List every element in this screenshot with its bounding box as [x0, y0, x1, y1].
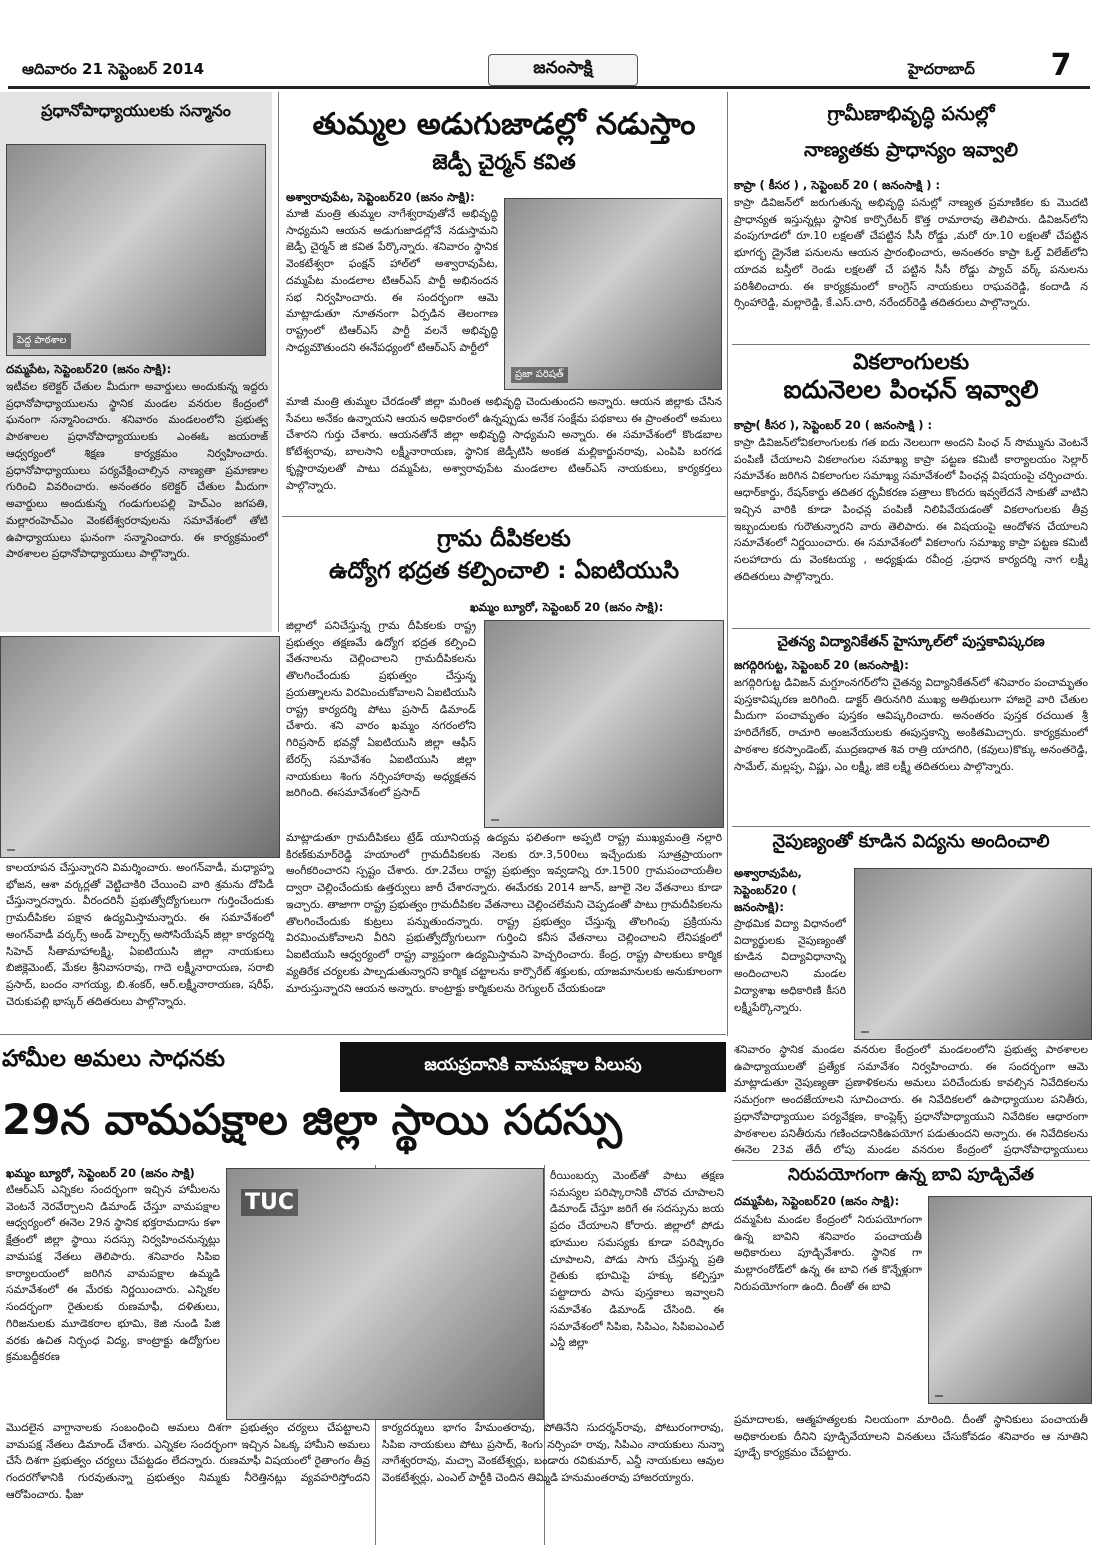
- article-kicker-left-parties: హామీల అమలు సాధనకు: [2, 1046, 226, 1072]
- article-headline: ప్రధానోపాధ్యాయులకు సన్మానం: [41, 101, 231, 120]
- page-number: 7: [1050, 48, 1072, 83]
- column-divider: [278, 92, 279, 632]
- section-divider: [732, 826, 1090, 827]
- article-body: కాలయాపన చేస్తున్నారని విమర్శించారు. అంగన్‌వాడీ, మధ్యాహ్న భోజన, ఆశా వర్కర్లతో వెట్టిచాకిరి చేయించి వారి శ్రమను దోపిడీ చేస్తున్నారన్నారు. వీరందరినీ ప్రభుత్వోద్యోగులుగా గుర్తించేందుకు గ్రామదీపికల పక్షాన ఉద్యమిస్తామన్నారు. ఈ సమావేశంలో అంగన్‌వాడీ వర్కర్స్ అండ్ హెల్పర్స్ అసోసియేషన్ జిల్లా కార్యదర్శి సిహెచ్ సీతామాహాలక్ష్మి, ఏఐటియుసి జిల్లా నాయకులు బిజిక్లెమెంట్, మేకల శ్రీనివాసరావు, గాదె లక్ష్మీనారాయణ, సరాబి ప్రసాద్, బందం నాగయ్య, బి.శంకర్, ఆర్.లక్ష్మీనారాయణ, షరీఫ్, చెరుకుపల్లి భాస్కర్ తదితరులు పాల్గొన్నారు.: [6, 861, 274, 1008]
- masthead: [0, 0, 1100, 88]
- article-headline-grama-deepika: గ్రామ దీపికలకు: [437, 526, 571, 552]
- aituc-meeting-photo: [0, 636, 280, 858]
- article-dateline: ఖమ్మం బ్యూరో, సెప్టెంబర్ 20 (జనం సాక్షి):: [470, 600, 664, 614]
- well-filling-photo: [928, 1196, 1092, 1404]
- article-body: కాప్రా డివిజన్‌లోవికలాంగులకు గత ఐదు నెలలుగా అందని పింఛ న్ సొమ్మును వెంటనే పంపిణీ చేయాలని వికలాంగుల సమాఖ్య కాప్రా పట్టణ కమిటీ కార్యాలయం సెల్లార్ సమావేశం జరిగిన వికలాంగుల సమాఖ్య సమావేశంలో పింఛన్ల విషయంపై చర్చించారు. ఆధార్‌కార్డు, రేషన్‌కార్డు తదితర ధృవీకరణ పత్రాలు కొందరు ఇవ్వలేదనే సాకుతో వాటిని ఇచ్చిన వారికి కూడా పింఛన్ల పంపిణీ నిలిపివేయడంతో వికలాంగులకు తీవ్ర ఇబ్బందులకు గురౌతున్నారని వారు తెలిపారు. ఈ విషయంపై ఆందోళన చేయాలని సమావేశంలో నిర్ణయించారు. ఈ సమావేశంలో వికలాంగు సమాఖ్య కాప్రా పట్టణ కమిటీ సలహాదారు దు వెంకటయ్య , అధ్యక్షుడు రవీంద్ర ,ప్రధాన కార్యదర్శి నాగ లక్ష్మీ తదితరులు పాల్గొన్నారు.: [734, 436, 1088, 583]
- article-dateline: దమ్మపేట, సెప్టెంబర్20 (జనం సాక్షి):: [734, 1194, 900, 1208]
- newspaper-logo: జనంసాక్షి: [488, 54, 638, 86]
- article-body: కార్యదర్శులు భాగం హేమంతరావు, పోతినేని సుదర్శన్‌రావు, పోటురంగారావు, సిపిఐ నాయకులు పోటు ప్రసాద్, శింగు నర్సింహ రావు, సిపిఎం నాయకులు నున్నా నాగేశ్వరరావు, మచ్చా వెంకటేశ్వర్లు, బండారు రవికుమార్, ఎన్డీ నాయకులు ఆవుల వెంకటేశ్వర్లు, ఎంఎల్ పార్టీకి చెందిన తిమ్మిడి హనుమంతరావు హాజరయ్యారు.: [382, 1421, 724, 1485]
- article-body: ఇటీవల కలెక్టర్ చేతుల మీదుగా అవార్డులు అందుకున్న ఇద్దరు ప్రధానోపాధ్యాయులను స్థానిక మండల వనరుల కేంద్రంలో ఘనంగా సన్మానించారు. శనివారం మండలంలోని ప్రభుత్వ పాఠశాలల ప్రధానోపాధ్యాయులకు ఎంఈఓ జయరాజ్ ఆధ్వర్యంలో శిక్షణ కార్యక్రమం నిర్వహించారు. ప్రధానోపాధ్యాయులు పర్యవేక్షించాల్సిన నాణ్యతా ప్రమాణాల గురించి వివరించారు. అనంతరం కలెక్టర్ చేతుల మీదుగా అవార్డులు అందుకున్న గండుగులపల్లి హెచ్ఎం జగపతి, మల్లారంహెచ్ఎం వెంకటేశ్వరరావులను సమావేశంలో తోటి ఉపాధ్యాయులు ఘనంగా సన్మానించారు. ఈ కార్యక్రమంలో పాఠశాలల ప్రధానోపాధ్యాయులు పాల్గొన్నారు.: [6, 380, 268, 561]
- article-dateline: కాప్రా( కీసర ), సెప్టెంబర్ 20 ( జనంసాక్షి ) :: [734, 418, 933, 432]
- article-body: ప్రమాదాలకు, ఆత్మహత్యలకు నిలయంగా మారింది. దీంతో స్థానికులు పంచాయతీ అధికారులకు దీనిని పూడ్చివేయాలని వినతులు చేసుకోవడం శనివారం ఆ నూతిని పూడ్చే కార్యక్రమం చేపట్టారు.: [734, 1413, 1088, 1460]
- meeting-photo: [504, 198, 722, 390]
- article-body: శనివారం స్థానిక మండల వనరుల కేంద్రంలో మండలంలోని ప్రభుత్వ పాఠశాలల ఉపాధ్యాయులతో ప్రత్యేక సమావేశం నిర్వహించారు. ఈ సందర్భంగా ఆమె మాట్లాడుతూ నైపుణ్యతా ప్రణాళికలను అమలు పరిచేందుకు కావల్సిన నివేదికలను సమగ్రంగా అందజేయాలని సూచించారు. ఈ నివేదికలలో ఉపాధ్యాయుల పనితీరు, ప్రధానోపాధ్యాయుల పర్యవేక్షణ, కాంప్లెక్స్ ప్రధానోపాధ్యాయుని నివేదికల ఆధారంగా పాఠశాలల పనితీరును గణించడానికిఉపయోగ పడుతుందని అన్నారు. ఈ నివేదికలను ఈనెల 23వ తేదీ లోపు మండల వనరుల కేంద్రంలో ప్రధానోపాధ్యాయులు: [734, 1043, 1088, 1157]
- section-divider: [732, 628, 1090, 629]
- edition-city: హైదరాబాద్: [908, 60, 975, 78]
- article-headline-pension-2: ఐదునెలల పింఛన్ ఇవ్వాలి: [783, 375, 1039, 404]
- photo-banner-text: [7, 849, 15, 851]
- article-headline-rural: గ్రామీణాభివృద్ధి పనుల్లో: [827, 103, 995, 125]
- article-dateline: అశ్వారావుపేట, సెప్టెంబర్20 ( జనంసాక్షి):: [734, 866, 802, 914]
- article-body: మాట్లాడుతూ గ్రామదీపికలు ట్రేడ్ యూనియన్ల ఉద్యమ ఫలితంగా అప్పటి రాష్ట్ర ముఖ్యమంత్రి నల్లారి కిరణ్‌కుమార్‌రెడ్డి హయాంలో గ్రామదీపికలకు నెలకు రూ.3,500లు ఇచ్చేందుకు సూత్రప్రాయంగా అంగీకరించారని స్పష్టం చేశారు. రూ.2వేలు రాష్ట్ర ప్రభుత్వం ఇవ్వడాన్ని రూ.1500 గ్రామపంచాయతీల ద్వారా చెల్లించేందుకు ఉత్తర్వులు జారీ చేశారన్నారు. ఈమేరకు 2014 జూన్, జూలై నెల వేతనాలు కూడా ఇచ్చారు. తాజాగా రాష్ట్ర ప్రభుత్వం గ్రామదీపికల వేతనాలు చెల్లించలేమని చెప్పడంతో పాటు గ్రామదీపికలను తొలగించేందుకు కుట్రలు పన్నుతుందన్నారు. రాష్ట్ర ప్రభుత్వం చేస్తున్న తొలగింపు ప్రక్రియను విరమించుకోవాలని వీరిని ప్రభుత్వోద్యోగులుగా గుర్తించి కనీస వేతనాలు చెల్లించాలని లేనిపక్షంలో ఏఐటియుసి ఆధ్వర్యంలో రాష్ట్ర వ్యాప్తంగా ఉద్యమిస్తామని హెచ్చరించారు. కేంద్ర, రాష్ట్ర పాలకులు కార్మిక వ్యతిరేక చర్యలకు పాల్పడుతున్నారని కార్మిక చట్టాలను కార్పొరేట్ శక్తులకు, యాజమానులకు అనుకూలంగా మారుస్తున్నారని ఆయన అన్నారు. కాంట్రాక్టు కార్మికులను రెగ్యులర్ చేయకుండా: [286, 831, 722, 995]
- article-body: దమ్మపేట మండల కేంద్రంలో నిరుపయోగంగా ఉన్న బావిని శనివారం పంచాయతీ అధికారులు పూడ్చివేశారు. స్థానిక గా మల్లారంరోడ్‌లో ఉన్న ఈ బావి గత కొన్నేళ్లుగా నిరుపయోగంగా ఉంది. దీంతో ఈ బావి: [734, 1213, 922, 1293]
- article-dateline: దమ్మపేట, సెప్టెంబర్20 (జనం సాక్షి):: [6, 362, 172, 376]
- article-headline-tummala: తుమ్మల అడుగుజాడల్లో నడుస్తాం: [312, 107, 696, 142]
- felicitation-photo: [6, 144, 266, 356]
- article-body: మాజీ మంత్రి తుమ్మల చేరడంతో జిల్లా మరింత అభివృద్ధి చెందుతుందని అన్నారు. ఆయన జిల్లాకు చేసిన సేవలు అనేకం ఉన్నాయని ఆయన అధికారంలో ఉన్నప్పుడు అనేక సంక్షేమ పథకాలు ఈ ప్రాంతంలో అమలు చేశారని గుర్తు చేశారు. ఆయనతోనే జిల్లా అభివృద్ధి సాధ్యమని అన్నారు. ఈ సమావేశంలో కొండబాల కోటేశ్వరావు, బాలసాని లక్ష్మీనారాయణ, స్థానిక జెడ్పీటిసి అంకత మల్లికార్జునరావు, ఎంపిపి బరగడ కృష్ణారావులతో పాటు దమ్మపేట, అశ్వారావుపేట మండలాల టిఆర్ఎస్ నాయకులు, కార్యకర్తలు పాల్గొన్నారు.: [286, 395, 722, 492]
- article-headline-grama-deepika-2: ఉద్యోగ భద్రత కల్పించాలి : ఏఐటియుసి: [329, 558, 679, 584]
- photo-banner-text: ప్రజా పరిషత్: [511, 367, 568, 383]
- section-divider: [732, 344, 1090, 345]
- photo-banner-text: పెద్ద పాఠశాల: [13, 333, 71, 349]
- article-body: రీయింబర్సు మెంట్‌తో పాటు తక్షణ సమస్యల పరిష్కారానికి చొరవ చూపాలని డిమాండ్ చేస్తూ జరిగే ఈ సదస్సును జయ ప్రదం చేయాలని కోరారు. జిల్లాలో పోడు భూముల సమస్యకు కూడా పరిష్కారం చూపాలని, పోడు సాగు చేస్తున్న ప్రతి రైతుకు భూమిపై హక్కు కల్పిస్తూ పట్టాదారు పాసు పుస్తకాలు ఇవ్వాలని సమావేశం డిమాండ్ చేసింది. ఈ సమావేశంలో సిపిఐ, సిపిఎం, సిపిఐఎంఎల్ ఎన్డీ జిల్లా: [550, 1169, 724, 1350]
- left-parties-meeting-photo: [226, 1168, 544, 1420]
- article-headline-rural-2: నాణ్యతకు ప్రాధాన్యం ఇవ్వాలి: [803, 139, 1019, 161]
- article-box-heading: జయప్రదానికి వామపక్షాల పిలుపు: [340, 1042, 726, 1092]
- article-body: మాజీ మంత్రి తుమ్మల నాగేశ్వరావుతోనే అభివృద్ధి సాధ్యమని ఆయన అడుగుజాడల్లోనే నడుస్తామని జెడ్పీ చైర్మన్ జి కవిత పేర్కొన్నారు. శనివారం స్థానిక వెంకటేశ్వరా ఫంక్షన్ హాల్‌లో అశ్వారావుపేట, దమ్మపేట మండలాల టిఆర్ఎస్ పార్టీ అభినందన సభ నిర్వహించారు. ఈ సందర్భంగా ఆమె మాట్లాడుతూ నూతనంగా ఏర్పడిన తెలంగాణ రాష్ట్రంలో టిఆర్ఎస్ పార్టీ వలనే అభివృద్ధి సాధ్యమౌతుందని ఈనేపధ్యంలో టిఆర్ఎస్ పార్టీలో: [286, 207, 498, 354]
- article-body: మొదలైన వాగ్దానాలకు సంబంధించి అమలు దిశగా ప్రభుత్వం చర్యలు చేపట్టాలని వామపక్ష నేతలు డిమాండ్ చేశారు. ఎన్నికల సందర్భంగా ఇచ్చిన ఏఒక్క హామీని అమలు చేసే దిశగా ప్రభుత్వం చర్యలు చేపట్టడం లేదన్నారు. రుణమాఫీ విషయంలో రైతాంగం తీవ్ర గందరగోళానికి గురవుతున్నా ప్రభుత్వం నిమ్మకు నీరెత్తినట్లు వ్యవహరిస్తోందని ఆరోపించారు. ఫీజు: [6, 1421, 370, 1501]
- issue-date: ఆదివారం 21 సెప్టెంబర్ 2014: [22, 60, 205, 78]
- article-body: ప్రాథమిక విద్యా విధానంలో విద్యార్థులకు నైపుణ్యంతో కూడిన విద్యావిధానాన్ని అందించాలని మండల విద్యాశాఖ అధికారిణి కీసరి లక్ష్మీపేర్కొన్నారు.: [734, 917, 846, 1014]
- article-headline-left-parties: 29న వామపక్షాల జిల్లా స్థాయి సదస్సు: [2, 1095, 622, 1144]
- teachers-meeting-photo: [854, 868, 1092, 1040]
- photo-banner-text: [861, 1031, 869, 1033]
- office-bearers-photo: [484, 620, 724, 828]
- article-felicitation: [0, 92, 272, 632]
- article-dateline: కాప్రా ( కీసర ) , సెప్టెంబర్ 20 ( జనంసాక్షి ) :: [734, 178, 941, 192]
- article-body: టిఆర్ఎస్ ఎన్నికల సందర్భంగా ఇచ్చిన హామీలను వెంటనే నెరవేర్చాలని డిమాండ్ చేస్తూ వామపక్షాల ఆధ్వర్యంలో ఈనెల 29న స్థానిక భక్తరామదాసు కళా క్షేత్రంలో జిల్లా స్థాయి సదస్సు నిర్వహించనున్నట్లు వామపక్ష నేతలు తెలిపారు. శనివారం సిపిఐ కార్యాలయంలో జరిగిన వామపక్షాల ఉమ్మడి సమావేశంలో ఈ మేరకు నిర్ణయించారు. ఎన్నికల సందర్భంగా రైతులకు రుణమాఫీ, దళితులు, గిరిజనులకు మూడెకరాల భూమి, కెజి నుండి పిజి వరకు ఉచిత నిర్బంధ విద్య, కాంట్రాక్టు ఉద్యోగుల క్రమబద్దీకరణ: [6, 1183, 220, 1364]
- article-dateline: జగద్గిరిగుట్ట, సెప్టెంబర్ 20 (జనంసాక్షి):: [734, 658, 909, 672]
- article-body: కాప్రా డివిజన్‌లో జరుగుతున్న అభివృద్ధి పనుల్లో నాణ్యత ప్రమాణికల కు మొదటి ప్రాధాన్యత ఇస్తున్నట్లు స్థానిక కార్పొరేటర్ కొత్త రామారావు తెలిపారు. డివిజన్‌లోని వంపుగూడలో రూ.10 లక్షలతో చేపట్టిన సీసీ రోడ్డు ,మరో రూ.10 లక్షలతో చేపట్టిన భూగర్భ డ్రైనేజి పనులను ఆయన ప్రారంభించారు, అనంతరం కాప్రా ఓల్డ్ విలేజ్‌లోని యాదవ బస్తీలో రెండు లక్షలతో చే పట్టిన సీసీ రోడ్డు ప్యాచ్ వర్క్ పనులను పరిశీలించారు. ఈ కార్యక్రమంలో కాంగ్రెస్ నాయకులు రాఘవరెడ్డి, కందాడి న ర్సింహారెడ్డి, మల్లారెడ్డి, కే.ఎస్.చారి, నరేందర్‌రెడ్డి తదితరులు పాల్గొన్నారు.: [734, 196, 1088, 310]
- article-dateline: అశ్వారావుపేట, సెప్టెంబర్20 (జనం సాక్షి):: [286, 190, 475, 204]
- article-dateline: ఖమ్మం బ్యూరో, సెప్టెంబర్ 20 (జనం సాక్షి): [6, 1166, 195, 1180]
- photo-banner-text: [491, 819, 499, 821]
- article-subhead-tummala: జెడ్పీ చైర్మన్ కవిత: [432, 150, 576, 174]
- masthead-rule: [8, 86, 1090, 89]
- section-divider: [732, 1160, 1090, 1161]
- article-body: జగద్గిరిగుట్ట డివిజన్ మగ్దూంనగర్‌లోని చైతన్య విద్యానికేతన్‌లో శనివారం పంచామృతం పుస్తకావిష్కరణ జరిగింది. డాక్టర్ తిరునగిరి ముఖ్య అతిథులుగా హాజరై వారి చేతుల మీదుగా పంచామృతం పుస్తకం ఆవిష్కరించారు. అనంతరం పుస్తక రచయిత శ్రీ హరిదేగేకర్, రాచూరి అంజనేయులకు ఈపుస్తకాన్ని అంకితమిచ్చారు. కార్యక్రమంలో పాఠశాల కరస్పాండెంట్, ముద్రణధాత శివ రాత్రి యాదగిరి, (కవులు)కొక్కు అనంతరెడ్డి, సామేల్, మల్లప్ప, విష్ణు, ఎం లక్ష్మీ, జికె లక్ష్మీ తదితరులు పాల్గొన్నారు.: [734, 676, 1088, 773]
- article-headline-pension: వికలాంగులకు: [852, 350, 970, 375]
- column-divider: [727, 92, 728, 1036]
- section-divider: [0, 1034, 726, 1035]
- article-headline-skill-education: నైపుణ్యంతో కూడిన విద్యను అందించాలి: [772, 831, 1050, 852]
- photo-banner-text: TUC: [241, 1189, 298, 1216]
- photo-banner-text: [935, 1395, 943, 1397]
- section-divider: [282, 516, 726, 517]
- article-headline-well: నిరుపయోగంగా ఉన్న బావి పూడ్చివేత: [787, 1165, 1035, 1185]
- article-headline-book-launch: చైతన్య విద్యానికేతన్ హైస్కూల్‌లో పుస్తకావిష్కరణ: [777, 634, 1045, 650]
- article-body: జిల్లాలో పనిచేస్తున్న గ్రామ దీపికలకు రాష్ట్ర ప్రభుత్వం తక్షణమే ఉద్యోగ భద్రత కల్పించి వేతనాలను చెల్లించాలని గ్రామదీపికలను తొలగించేందుకు ప్రభుత్వం చేస్తున్న ప్రయత్నాలను విరమించుకోవాలని ఏఐటియుసి రాష్ట్ర కార్యదర్శి పోటు ప్రసాద్ డిమాండ్ చేశారు. శని వారం ఖమ్మం నగరంలోని గిరిప్రసాద్ భవన్లో ఏఐటియుసి జిల్లా ఆఫీస్ బేరర్స్ సమావేశం ఏఐటియుసి జిల్లా నాయకులు శింగు నర్సింహారావు అధ్యక్షతన జరిగింది. ఈసమావేశంలో ప్రసాద్: [286, 619, 476, 800]
